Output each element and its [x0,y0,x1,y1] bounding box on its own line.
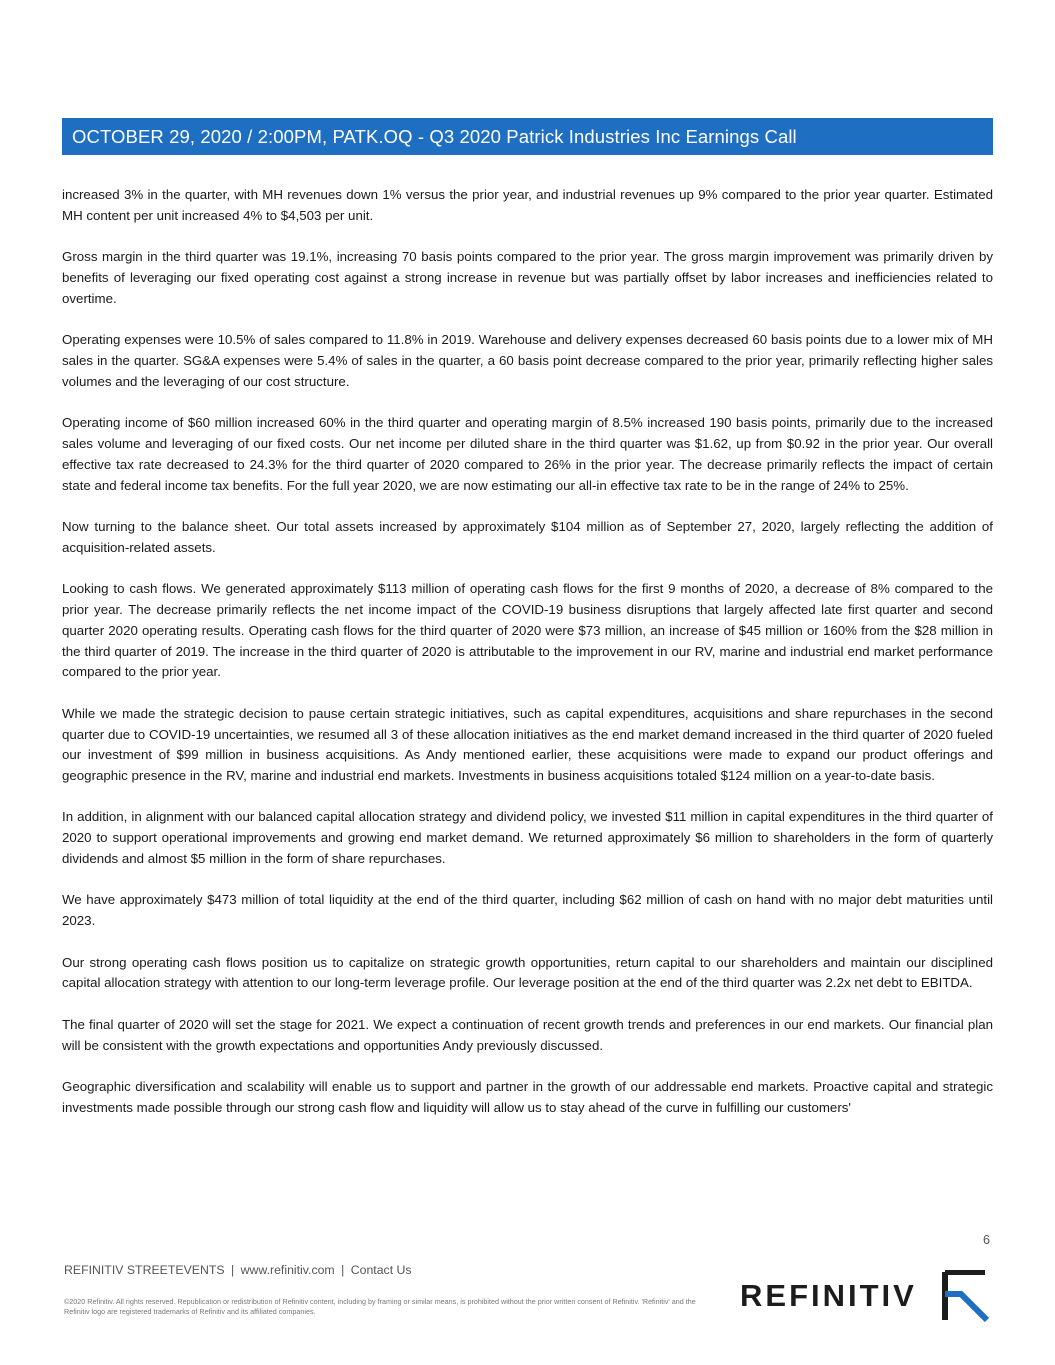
paragraph: increased 3% in the quarter, with MH revenues down 1% versus the prior year, and industrial revenues up 9% compared to the prior year quarter. Estimated MH content per unit increased 4% to $4,503 per unit. [62,187,993,223]
paragraph: Now turning to the balance sheet. Our total assets increased by approximately $104 million as of September 27, 2020, largely reflecting the addition of acquisition-related assets. [62,518,993,555]
paragraph: Operating expenses were 10.5% of sales compared to 11.8% in 2019. Warehouse and delivery expenses decreased 60 basis points due to a lower mix of MH sales in the quarter. SG&A expenses were 5.4% of sales in the quarter, a 60 basis point decrease compared to the prior year, primarily reflecting higher sales volumes and the leveraging of our cost structure. [62,332,993,389]
website-link[interactable]: www.refinitiv.com [240,1263,335,1277]
footer-separator: | [230,1263,235,1277]
copyright-notice: ©2020 Refinitiv. All rights reserved. Republication or redistribution of Refinitiv content, including by framing or similar means, is prohibited without the prior written consent of Refinitiv. 'Refinitiv' and the Refinitiv logo are registered trademarks of Refinitiv and its affiliated companies. [64,1297,696,1316]
document-header-bar [62,118,993,155]
logo-wordmark: REFINITIV [740,1278,917,1313]
paragraph: Operating income of $60 million increased 60% in the third quarter and operating margin of 8.5% increased 190 basis points, primarily due to the increased sales volume and leveraging of our fixed costs. Our net income per diluted share in the third quarter was $1.62, up from $0.92 in the prior year. Our overall effective tax rate decreased to 24.3% for the third quarter of 2020 compared to 26% in the prior year. The decrease primarily reflects the impact of certain state and federal income tax benefits. For the full year 2020, we are now estimating our all-in effective tax rate to be in the range of 24% to 25%. [62,415,993,493]
transcript-body [62,185,993,1139]
contact-us-link[interactable]: Contact Us [350,1263,412,1277]
document-title: OCTOBER 29, 2020 / 2:00PM, PATK.OQ - Q3 2020 Patrick Industries Inc Earnings Call [72,125,797,147]
paragraph: We have approximately $473 million of total liquidity at the end of the third quarter, including $62 million of cash on hand with no major debt maturities until 2023. [62,892,993,929]
footer-brand: REFINITIV STREETEVENTS [64,1263,225,1277]
paragraph: In addition, in alignment with our balanced capital allocation strategy and dividend policy, we invested $11 million in capital expenditures in the third quarter of 2020 to support operational improvements and growing end market demand. We returned approximately $6 million to shareholders in the form of quarterly dividends and almost $5 million in the form of share repurchases. [62,809,993,867]
paragraph: The final quarter of 2020 will set the stage for 2021. We expect a continuation of recent growth trends and preferences in our end markets. Our financial plan will be consistent with the growth expectations and opportunities Andy previously discussed. [62,1016,993,1053]
refinitiv-mark-icon [937,1270,991,1322]
page-number: 6 [983,1233,990,1247]
paragraph: Looking to cash flows. We generated approximately $113 million of operating cash flows for the first 9 months of 2020, a decrease of 8% compared to the prior year. The decrease primarily reflects the net income impact of the COVID-19 business disruptions that largely affected late first quarter and second quarter 2020 operating results. Operating cash flows for the third quarter of 2020 were $73 million, an increase of $45 million or 160% from the $28 million in the third quarter of 2019. The increase in the third quarter of 2020 is attributable to the improvement in our RV, marine and industrial end market performance compared to the prior year. [62,581,993,680]
paragraph: While we made the strategic decision to pause certain strategic initiatives, such as capital expenditures, acquisitions and share repurchases in the second quarter due to COVID-19 uncertainties, we resumed all 3 of these allocation initiatives as the end market demand increased in the third quarter of 2020 fueled our investment of $99 million in business acquisitions. As Andy mentioned earlier, these acquisitions were made to expand our product offerings and geographic presence in the RV, marine and industrial end markets. Investments in business acquisitions totaled $124 million on a year-to-date basis. [62,705,993,784]
refinitiv-logo [740,1270,991,1322]
paragraph: Our strong operating cash flows position us to capitalize on strategic growth opportunities, return capital to our shareholders and maintain our disciplined capital allocation strategy with attention to our long-term leverage profile. Our leverage position at the end of the third quarter was 2.2x net debt to EBITDA. [62,954,993,991]
footer-separator: | [341,1263,345,1277]
paragraph: Geographic diversification and scalability will enable us to support and partner in the growth of our addressable end markets. Proactive capital and strategic investments made possible through our strong cash flow and liquidity will allow us to stay ahead of the curve in fulfilling our customers' [62,1079,993,1115]
paragraph: Gross margin in the third quarter was 19.1%, increasing 70 basis points compared to the prior year. The gross margin improvement was primarily driven by benefits of leveraging our fixed operating cost against a strong increase in revenue but was partially offset by labor increases and inefficiencies related to overtime. [62,249,993,306]
footer-links [64,1263,412,1277]
logo-mark-accent [945,1294,987,1320]
